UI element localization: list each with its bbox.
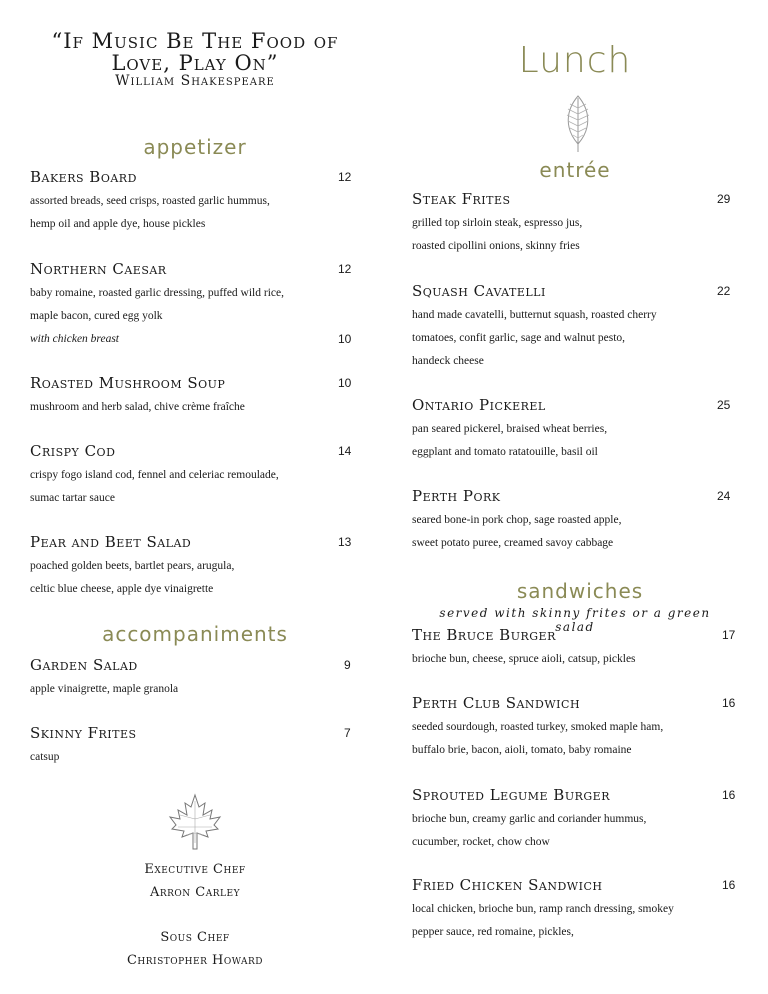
sandwiches-heading: sandwiches — [516, 579, 644, 603]
item-price: 12 — [338, 262, 352, 276]
item-description: apple vinaigrette, maple granola — [30, 683, 179, 695]
item-description: local chicken, brioche bun, ramp ranch dressing, smokey pepper sauce, red romaine, pickles, — [412, 903, 674, 938]
appetizer-heading: appetizer — [143, 135, 247, 159]
leaf-icon — [562, 94, 594, 154]
item-name: Perth Club Sandwich — [412, 694, 581, 712]
quote-line-2: Love, Play On” — [111, 51, 279, 75]
item-price: 24 — [717, 489, 731, 503]
sandwiches-note: served with skinny frites or a green salad — [439, 606, 711, 634]
item-price: 10 — [338, 376, 352, 390]
item-name: Garden Salad — [30, 656, 138, 674]
addon-price: 10 — [338, 332, 352, 346]
item-price: 14 — [338, 444, 352, 458]
item-name: Pear and Beet Salad — [30, 533, 192, 551]
menu-item — [412, 396, 731, 464]
item-price: 13 — [338, 535, 352, 549]
menu-item — [30, 168, 352, 236]
sous-chef-name: Christopher Howard — [126, 953, 264, 968]
item-description: seared bone-in pork chop, sage roasted apple, sweet potato puree, creamed savoy cabbage — [412, 514, 622, 549]
menu-item — [30, 374, 352, 419]
item-name: Squash Cavatelli — [412, 282, 546, 300]
item-price: 9 — [344, 658, 351, 672]
menu-item — [412, 282, 731, 373]
sous-chef-title: Sous Chef — [160, 930, 230, 945]
item-description: catsup — [30, 751, 60, 763]
item-price: 12 — [338, 170, 352, 184]
menu-item — [412, 694, 736, 762]
item-name: The Bruce Burger — [412, 626, 556, 644]
item-description: grilled top sirloin steak, espresso jus, roasted cipollini onions, skinny fries — [412, 217, 583, 252]
item-price: 22 — [717, 284, 731, 298]
addon-label: with chicken breast — [30, 333, 119, 345]
item-name: Northern Caesar — [30, 260, 167, 278]
item-description: mushroom and herb salad, chive crème fraîche — [30, 401, 245, 413]
item-description: seeded sourdough, roasted turkey, smoked maple ham, buffalo brie, bacon, aioli, tomato, baby romaine — [412, 721, 664, 756]
item-name: Sprouted Legume Burger — [412, 786, 610, 804]
shakespeare-quote — [20, 30, 370, 89]
menu-item — [412, 876, 736, 944]
menu-item — [412, 786, 736, 854]
menu-item — [30, 533, 352, 601]
item-price: 16 — [722, 878, 736, 892]
menu-item — [30, 260, 352, 351]
item-price: 16 — [722, 696, 736, 710]
item-name: Bakers Board — [30, 168, 137, 186]
item-price: 7 — [344, 726, 351, 740]
item-price: 16 — [722, 788, 736, 802]
menu-title: Lunch — [518, 40, 632, 81]
item-description: assorted breads, seed crisps, roasted garlic hummus, hemp oil and apple dye, house pickles — [30, 195, 270, 230]
item-addon — [30, 328, 352, 351]
quote-author: William Shakespeare — [115, 73, 275, 89]
item-description: poached golden beets, bartlet pears, arugula, celtic blue cheese, apple dye vinaigrette — [30, 560, 235, 595]
maple-leaf-icon — [166, 793, 224, 851]
item-name: Perth Pork — [412, 487, 501, 505]
item-name: Roasted Mushroom Soup — [30, 374, 226, 392]
executive-chef-name: Arron Carley — [149, 885, 241, 900]
item-description: brioche bun, cheese, spruce aioli, catsup, pickles — [412, 653, 636, 665]
item-name: Fried Chicken Sandwich — [412, 876, 603, 894]
menu-item — [30, 442, 352, 510]
item-name: Skinny Frites — [30, 724, 137, 742]
item-description: crispy fogo island cod, fennel and celeriac remoulade, sumac tartar sauce — [30, 469, 279, 504]
menu-item — [30, 656, 351, 701]
accompaniments-heading: accompaniments — [102, 622, 288, 646]
item-name: Crispy Cod — [30, 442, 116, 460]
menu-item — [412, 190, 731, 258]
item-price: 17 — [722, 628, 736, 642]
menu-item — [412, 487, 731, 555]
item-price: 25 — [717, 398, 731, 412]
entree-heading: entrée — [539, 158, 611, 182]
item-description: pan seared pickerel, braised wheat berries, eggplant and tomato ratatouille, basil oil — [412, 423, 608, 458]
item-description: brioche bun, creamy garlic and coriander hummus, cucumber, rocket, chow chow — [412, 813, 647, 848]
menu-item — [412, 626, 736, 671]
quote-line-1: “If Music Be The Food of — [51, 29, 339, 53]
item-name: Ontario Pickerel — [412, 396, 546, 414]
item-description: hand made cavatelli, butternut squash, roasted cherry tomatoes, confit garlic, sage and walnut pesto, handeck cheese — [412, 309, 657, 367]
item-price: 29 — [717, 192, 731, 206]
item-description: baby romaine, roasted garlic dressing, puffed wild rice, maple bacon, cured egg yolk — [30, 287, 284, 322]
item-name: Steak Frites — [412, 190, 511, 208]
executive-chef-title: Executive Chef — [144, 862, 246, 877]
chef-credits — [100, 858, 290, 972]
menu-item — [30, 724, 351, 769]
